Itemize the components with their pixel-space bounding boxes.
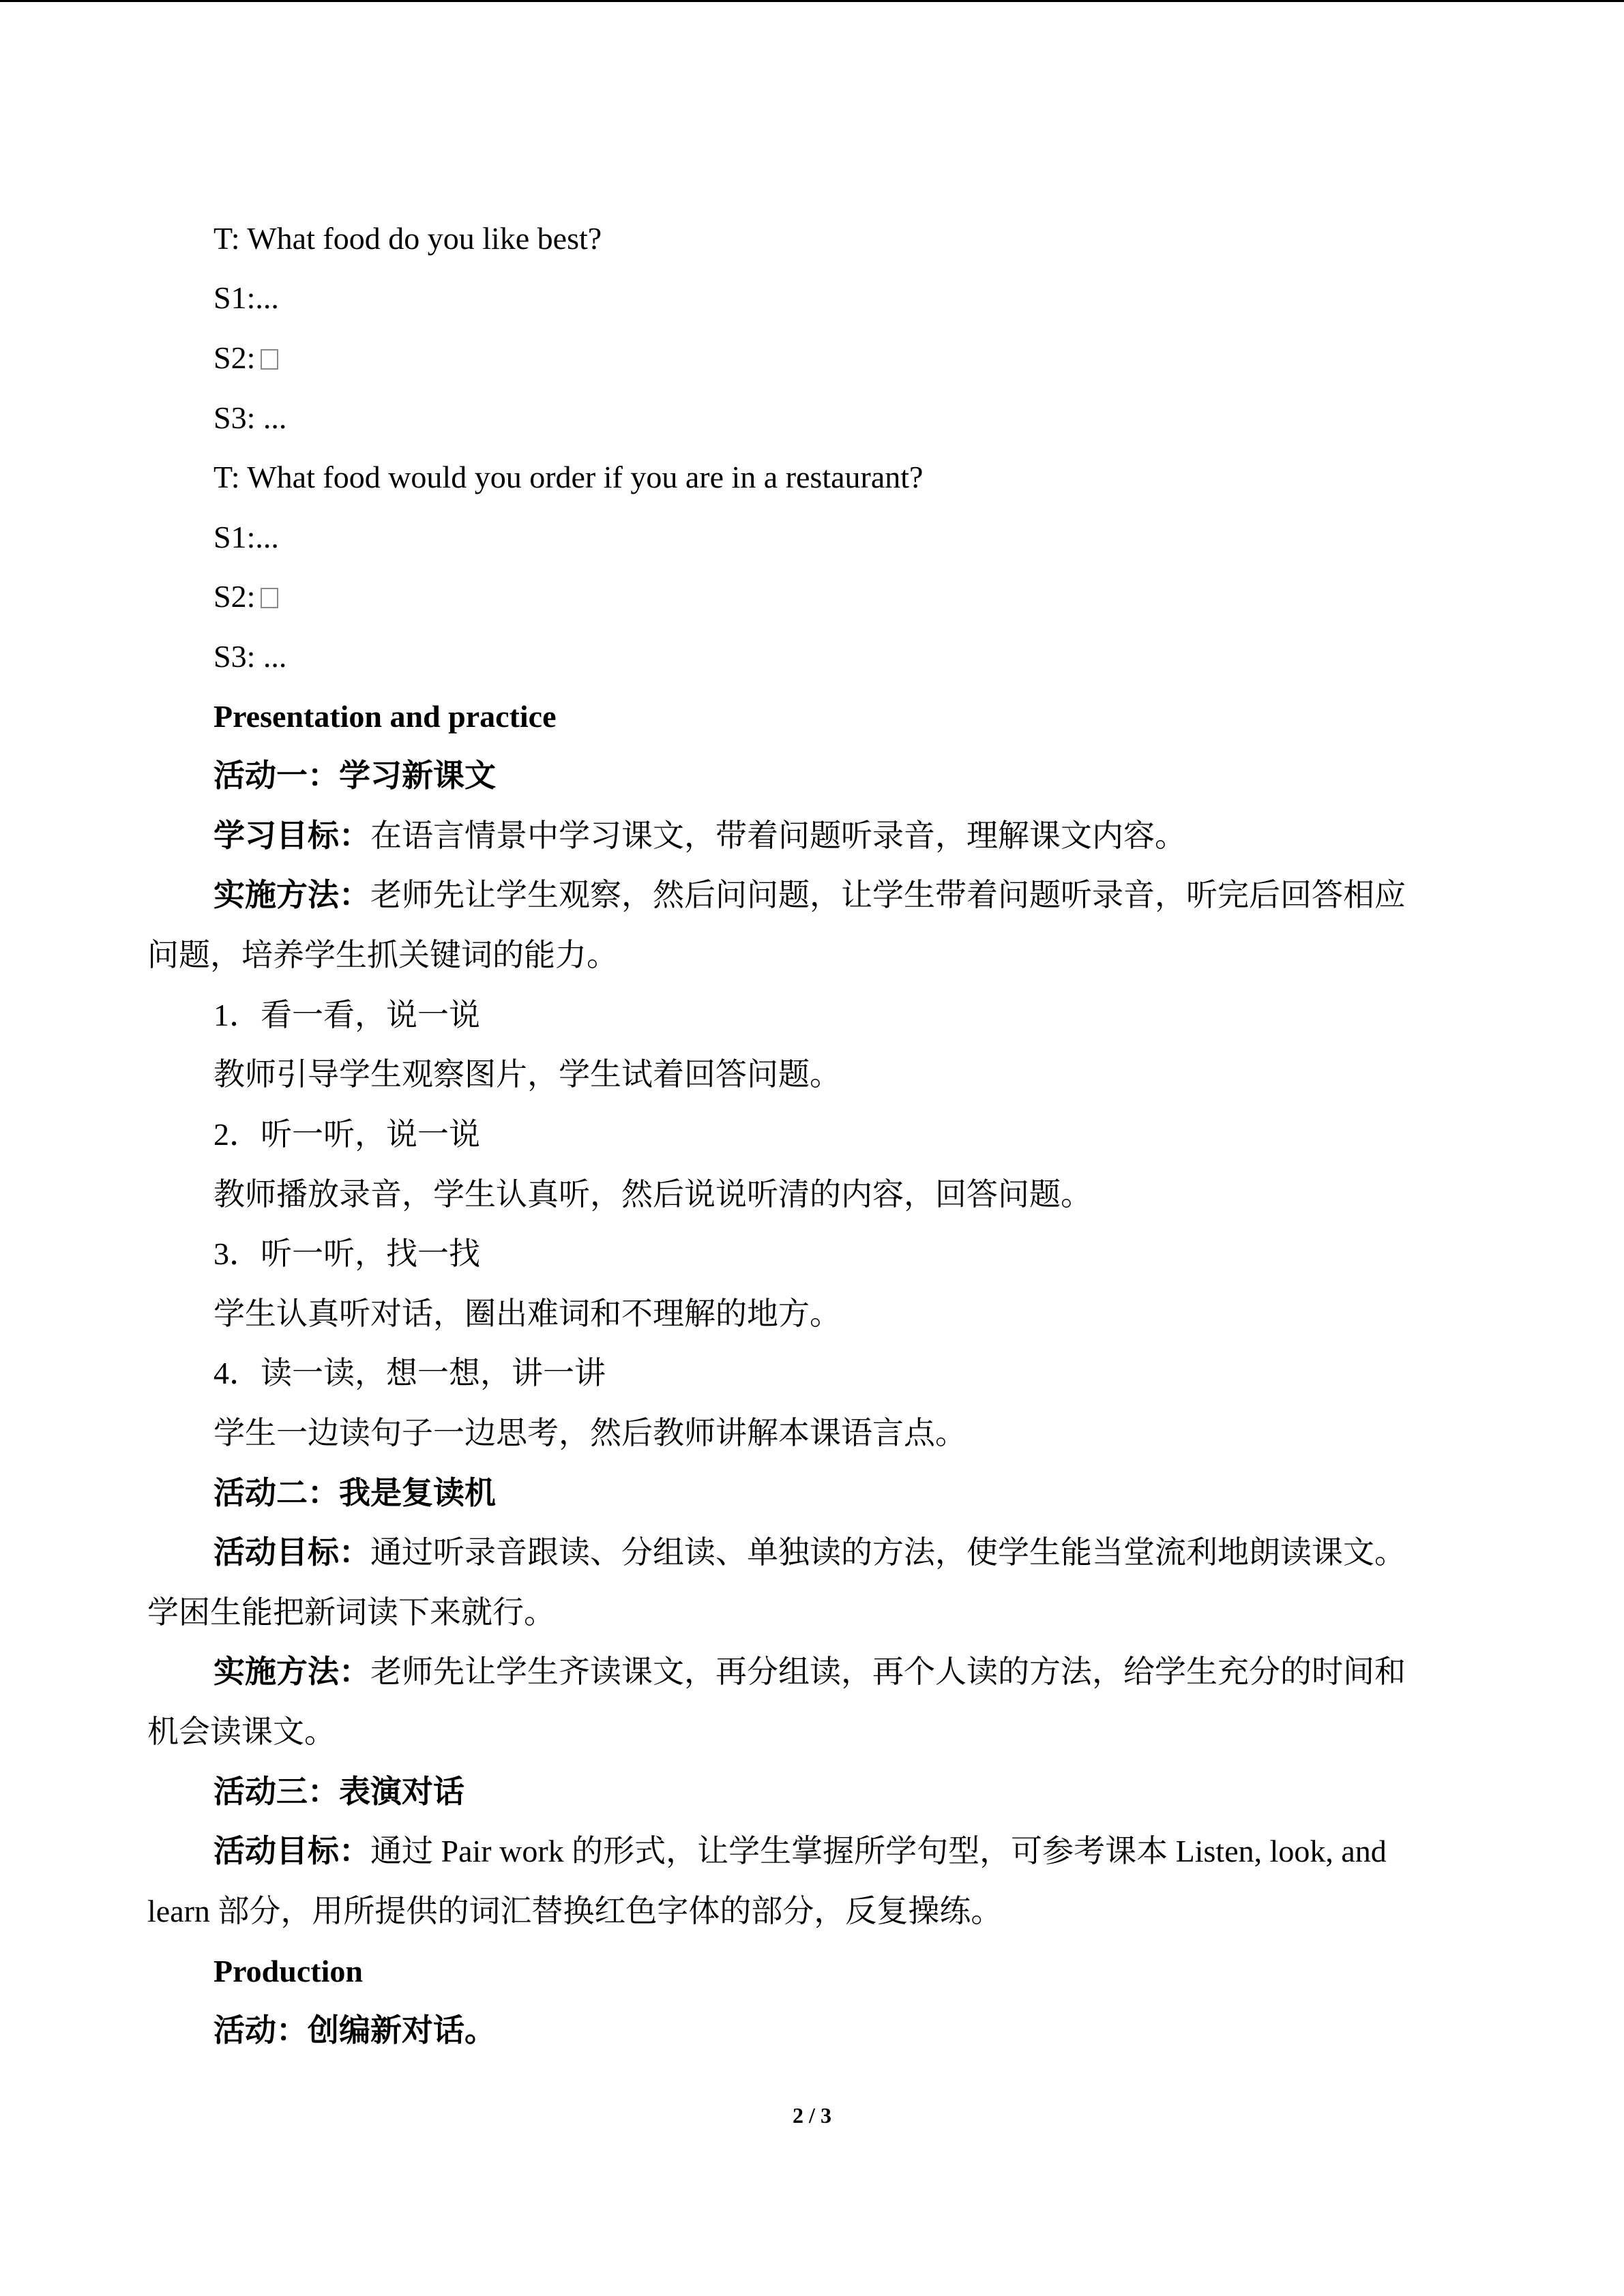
paragraph-line: 教师播放录音，学生认真听，然后说说听清的内容，回答问题。	[213, 1177, 1092, 1212]
dialogue-line: T: What food do you like best?	[213, 221, 602, 256]
paragraph-continuation: 问题，培养学生抓关键词的能力。	[147, 938, 618, 972]
field-text: 通过听录音跟读、分组读、单独读的方法，使学生能当堂流利地朗读课文。	[370, 1535, 1406, 1570]
activity-heading: 活动一：学习新课文	[213, 758, 496, 793]
page-number: 2 / 3	[793, 2103, 831, 2128]
activity-heading: 活动二：我是复读机	[213, 1476, 496, 1510]
field-text: 通过 Pair work 的形式，让学生掌握所学句型，可参考课本 Listen, look, and	[370, 1834, 1387, 1868]
dialogue-line: S1:...	[213, 280, 279, 315]
dialogue-line	[213, 339, 278, 377]
dialogue-line	[213, 578, 278, 616]
field-label: 活动目标：	[213, 1535, 370, 1570]
dialogue-line: S1:...	[213, 520, 279, 554]
missing-glyph-box	[261, 588, 278, 608]
paragraph-line	[213, 817, 1186, 855]
section-heading: Production	[213, 1954, 363, 1988]
step-heading: 1．看一看，说一说	[213, 998, 480, 1032]
step-heading: 4．读一读，想一想，讲一讲	[213, 1356, 606, 1390]
paragraph-line	[213, 1534, 1406, 1572]
activity-heading: 活动：创编新对话。	[213, 2013, 496, 2048]
paragraph-line: 教师引导学生观察图片，学生试着回答问题。	[213, 1057, 841, 1092]
dialogue-line: T: What food would you order if you are in a restaurant?	[213, 460, 924, 494]
dialogue-line: S3: ...	[213, 639, 287, 674]
field-label: 实施方法：	[213, 1654, 370, 1689]
paragraph-continuation: 学困生能把新词读下来就行。	[147, 1595, 555, 1630]
field-label: 活动目标：	[213, 1834, 370, 1868]
activity-heading: 活动三：表演对话	[213, 1774, 464, 1809]
section-heading: Presentation and practice	[213, 699, 557, 734]
dialogue-line: S3: ...	[213, 400, 287, 435]
field-label: 学习目标：	[213, 818, 370, 853]
paragraph-line	[213, 1653, 1406, 1691]
dialogue-speaker: S2:	[213, 579, 256, 614]
paragraph-line: 学生一边读句子一边思考，然后教师讲解本课语言点。	[213, 1416, 966, 1450]
missing-glyph-box	[261, 349, 278, 370]
field-text: 老师先让学生观察，然后问问题，让学生带着问题听录音，听完后回答相应	[370, 878, 1406, 912]
step-heading: 2．听一听，说一说	[213, 1117, 480, 1152]
paragraph-line	[213, 1832, 1387, 1870]
paragraph-continuation: 机会读课文。	[147, 1714, 336, 1749]
paragraph-continuation: learn 部分，用所提供的词汇替换红色字体的部分，反复操练。	[147, 1894, 1003, 1928]
step-heading: 3．听一听，找一找	[213, 1236, 480, 1271]
field-text: 老师先让学生齐读课文，再分组读，再个人读的方法，给学生充分的时间和	[370, 1654, 1406, 1689]
dialogue-speaker: S2:	[213, 340, 256, 375]
top-border-line	[0, 0, 1624, 2]
field-text: 在语言情景中学习课文，带着问题听录音，理解课文内容。	[370, 818, 1186, 853]
paragraph-line: 学生认真听对话，圈出难词和不理解的地方。	[213, 1296, 841, 1331]
field-label: 实施方法：	[213, 878, 370, 912]
paragraph-line	[213, 876, 1406, 914]
